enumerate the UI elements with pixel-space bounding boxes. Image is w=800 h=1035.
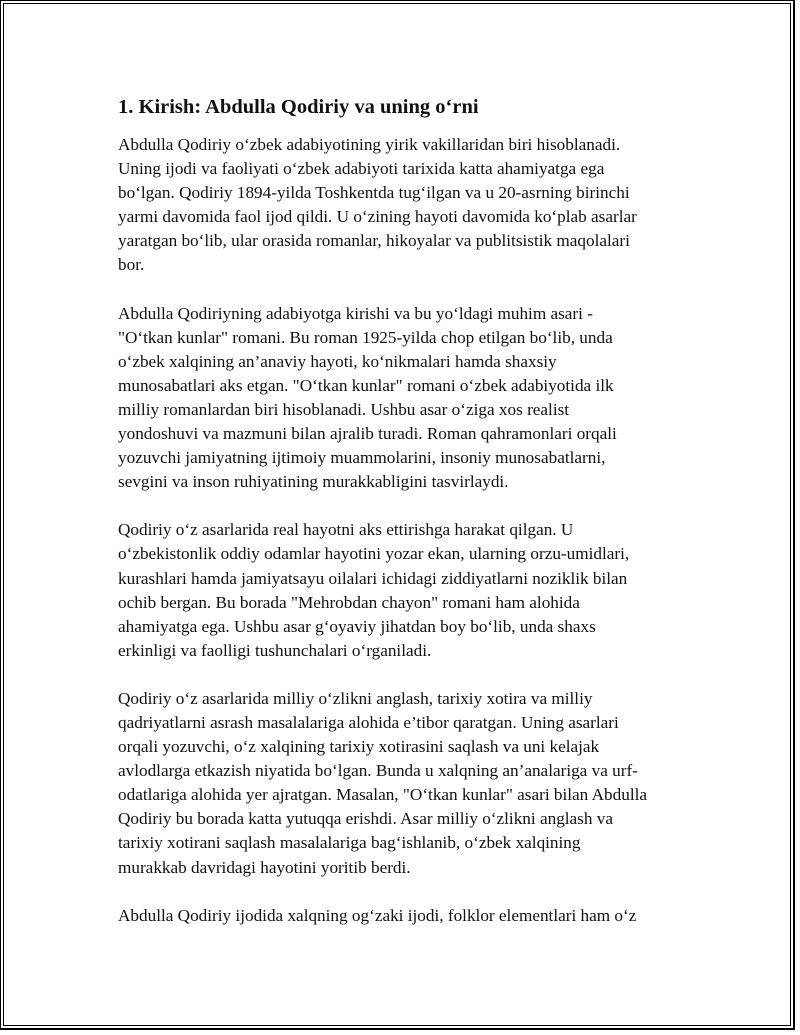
paragraph-3 [118,518,688,663]
text-line: Qodiriy o‘z asarlarida real hayotni aks ettirishga harakat qilgan. U [118,520,574,540]
text-line: Abdulla Qodiriyning adabiyotga kirishi va bu yo‘ldagi muhim asari - [118,303,593,323]
text-line: munosabatlari aks etgan. "O‘tkan kunlar" romani o‘zbek adabiyotida ilk [118,375,614,395]
section-heading: 1. Kirish: Abdulla Qodiriy va uning o‘rni [118,96,479,118]
text-line: murakkab davridagi hayotini yoritib berdi. [118,857,411,877]
paragraph-1 [118,133,688,278]
text-line: Qodiriy bu borada katta yutuqqa erishdi. Asar milliy o‘zlikni anglash va [118,809,613,829]
text-line: Qodiriy o‘z asarlarida milliy o‘zlikni anglash, tarixiy xotira va milliy [118,688,593,708]
document-body [118,95,688,952]
text-line: o‘zbekistonlik oddiy odamlar hayotini yozar ekan, ularning orzu-umidlari, [118,544,630,564]
text-line: bor. [118,255,145,275]
paragraph-2 [118,302,688,495]
text-line: erkinligi va faolligi tushunchalari o‘rganiladi. [118,640,432,660]
text-line: qadriyatlarni asrash masalalariga alohida e’tibor qaratgan. Uning asarlari [118,712,619,732]
text-line: sevgini va inson ruhiyatining murakkabligini tasvirlaydi. [118,472,509,492]
text-line: milliy romanlardan biri hisoblanadi. Ushbu asar o‘ziga xos realist [118,399,570,419]
text-line: yaratgan bo‘lib, ular orasida romanlar, hikoyalar va publitsistik maqolalari [118,231,630,251]
text-line: o‘zbek xalqining an’anaviy hayoti, ko‘nikmalari hamda shaxsiy [118,351,557,371]
text-line: tarixiy xotirani saqlash masalalariga bag‘ishlanib, o‘zbek xalqining [118,833,581,853]
text-line: ahamiyatga ega. Ushbu asar g‘oyaviy jihatdan boy bo‘lib, unda shaxs [118,616,596,636]
text-line: Uning ijodi va faoliyati o‘zbek adabiyoti tarixida katta ahamiyatga ega [118,159,605,179]
text-line: ochib bergan. Bu borada "Mehrobdan chayon" romani ham alohida [118,592,580,612]
text-line: "O‘tkan kunlar" romani. Bu roman 1925-yilda chop etilgan bo‘lib, unda [118,327,613,347]
paragraph-4 [118,687,688,880]
text-line: kurashlari hamda jamiyatsayu oilalari ichidagi ziddiyatlarni noziklik bilan [118,568,628,588]
text-line: Abdulla Qodiriy o‘zbek adabiyotining yirik vakillaridan biri hisoblanadi. [118,135,621,154]
paragraph-5 [118,904,688,928]
text-line: yondoshuvi va mazmuni bilan ajralib turadi. Roman qahramonlari orqali [118,424,617,444]
text-line: odatlariga alohida yer ajratgan. Masalan, "O‘tkan kunlar" asari bilan Abdulla [118,785,647,805]
text-line: avlodlarga etkazish niyatida bo‘lgan. Bunda u xalqning an’analariga va urf- [118,761,638,781]
text-line: Abdulla Qodiriy ijodida xalqning og‘zaki ijodi, folklor elementlari ham o‘z [118,905,637,925]
text-line: yozuvchi jamiyatning ijtimoiy muammolarini, insoniy munosabatlarni, [118,448,606,468]
text-line: orqali yozuvchi, o‘z xalqining tarixiy xotirasini saqlash va uni kelajak [118,737,600,757]
text-line: bo‘lgan. Qodiriy 1894-yilda Toshkentda tug‘ilgan va u 20-asrning birinchi [118,183,630,203]
text-line: yarmi davomida faol ijod qildi. U o‘zining hayoti davomida ko‘plab asarlar [118,207,637,227]
